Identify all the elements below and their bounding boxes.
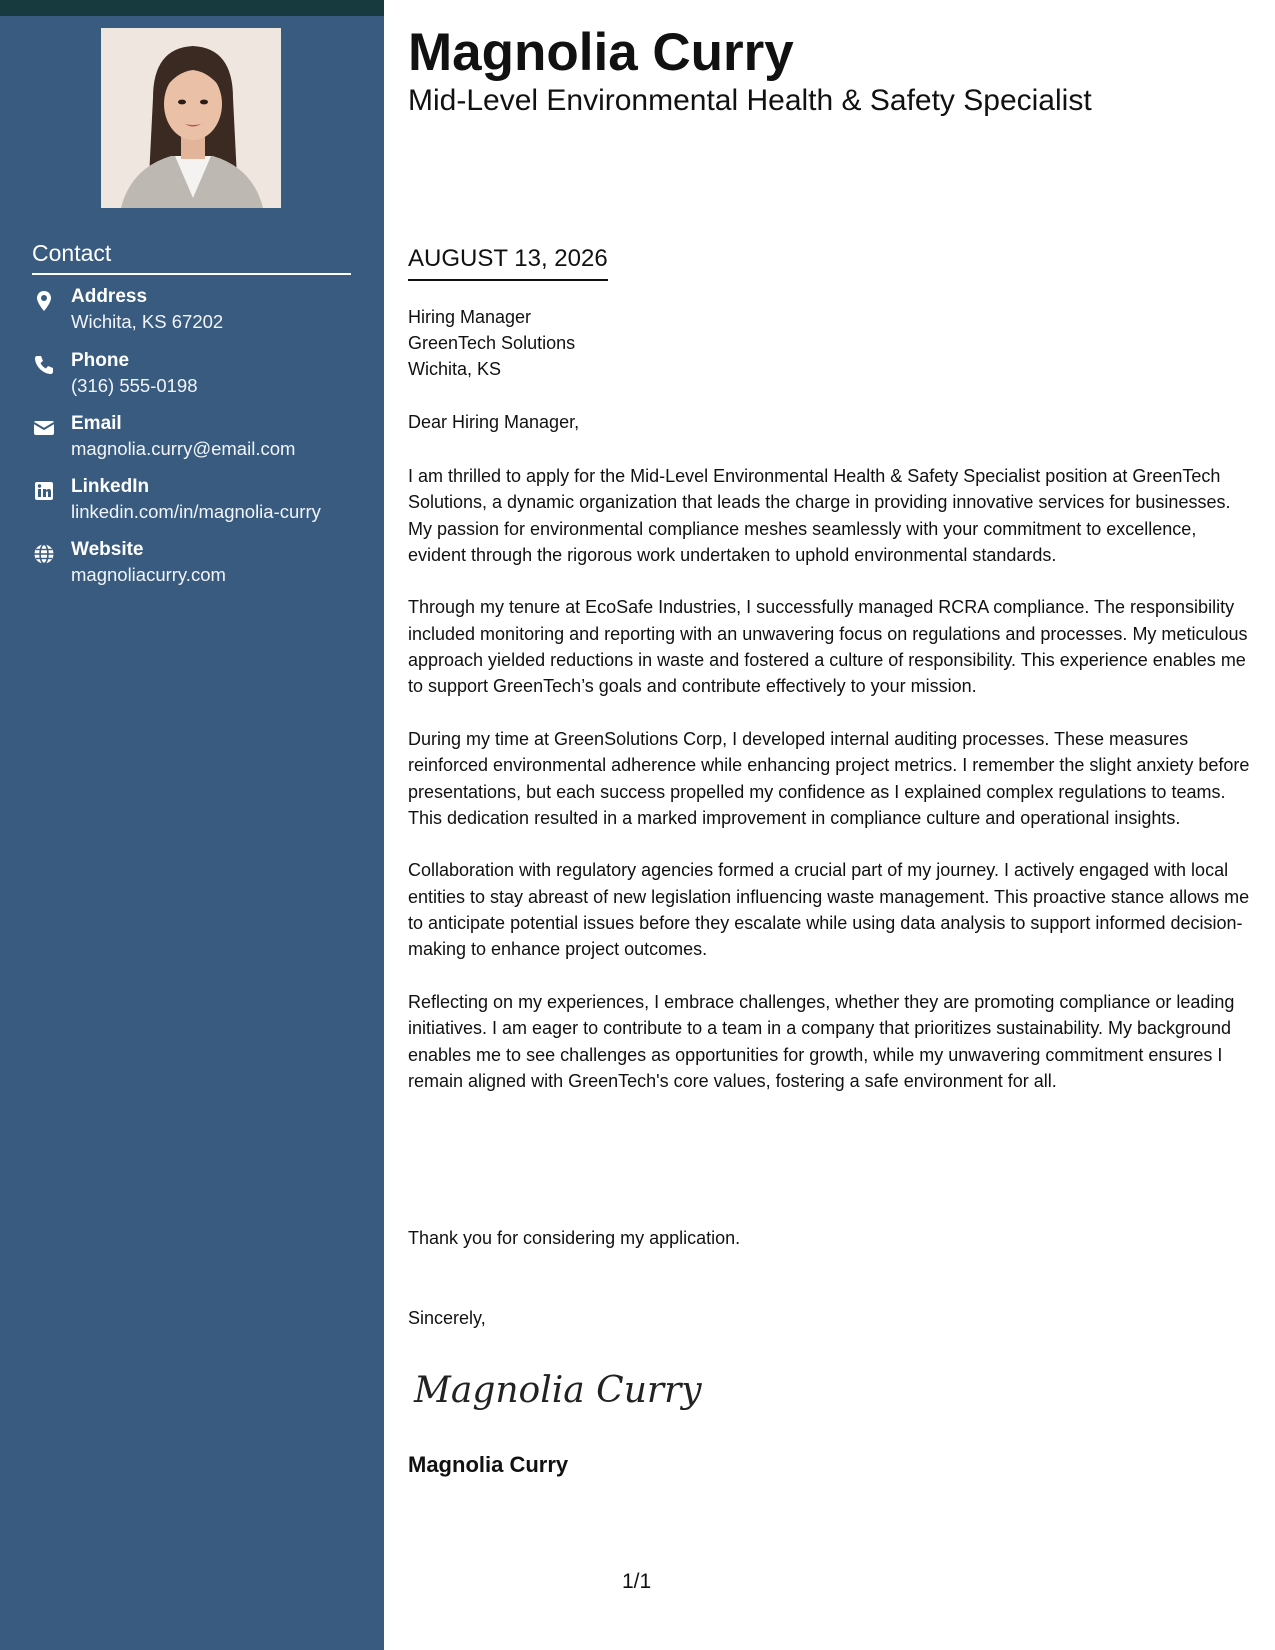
contact-label: LinkedIn [71, 476, 150, 497]
handwritten-signature [410, 1360, 702, 1420]
contact-label: Email [71, 413, 122, 434]
email-value[interactable]: magnolia.curry@email.com [71, 438, 296, 459]
body-paragraph: I am thrilled to apply for the Mid-Level Environmental Health & Safety Specialist position at GreenTech Solutions, a dynamic organization that leads the charge in providing innovative services for businesses. My passion for environmental compliance meshes seamlessly with your commitment to excellence, evident through the rigorous work undertaken to uphold environmental standards. [408, 466, 1231, 565]
address-value: Wichita, KS 67202 [71, 311, 224, 332]
contact-heading: Contact [32, 240, 351, 275]
sidebar-top-bar [0, 0, 384, 16]
body-paragraph: Through my tenure at EcoSafe Industries, I successfully managed RCRA compliance. The responsibility included monitoring and reporting with an unwavering focus on regulations and processes. My meticulous approach yielded reductions in waste and fostered a culture of responsibility. This experience enables me to support GreenTech’s goals and contribute effectively to your mission. [408, 597, 1248, 697]
thanks-line: Thank you for considering my application. [408, 1228, 741, 1248]
website-value[interactable]: magnoliacurry.com [71, 564, 226, 585]
profile-photo [101, 28, 281, 208]
avatar [101, 28, 281, 208]
body-paragraph: Collaboration with regulatory agencies formed a crucial part of my journey. I actively engaged with local entities to stay abreast of new legislation influencing waste management. This proactive stance allows me to anticipate potential issues before they escalate while using data analysis to support informed decision-making to enhance project outcomes. [408, 860, 1250, 960]
contact-label: Phone [71, 350, 130, 371]
salutation: Dear Hiring Manager, [408, 412, 580, 432]
sidebar [0, 0, 384, 1650]
job-title: Mid-Level Environmental Health & Safety Specialist [408, 84, 1092, 117]
contact-label: Website [71, 539, 144, 560]
recipient-line: Hiring Manager [408, 307, 532, 327]
recipient-line: GreenTech Solutions [408, 333, 576, 353]
recipient-line: Wichita, KS [408, 359, 502, 379]
letter-date: AUGUST 13, 2026 [408, 245, 608, 281]
signature-script: Magnolia Curry [414, 1370, 702, 1411]
linkedin-icon [32, 479, 56, 503]
recipient-block [408, 304, 575, 382]
phone-value: (316) 555-0198 [71, 375, 198, 396]
body-paragraph: Reflecting on my experiences, I embrace challenges, whether they are promoting compliance or leading initiatives. I am eager to contribute to a team in a company that prioritizes sustainability. My background enables me to see challenges as opportunities for growth, while my unwavering commitment ensures I remain aligned with GreenTech's core values, fostering a safe environment for all. [408, 991, 1235, 1091]
letter-body [408, 463, 1250, 1120]
globe-icon [32, 542, 56, 566]
signer-name: Magnolia Curry [408, 1452, 569, 1477]
body-paragraph: During my time at GreenSolutions Corp, I developed internal auditing processes. These measures reinforced environmental adherence while enhancing project metrics. I remember the slight anxiety before presentations, but each success propelled my confidence as I explained complex regulations to teams. This dedication resulted in a marked improvement in compliance culture and operational insights. [408, 728, 1250, 828]
applicant-name: Magnolia Curry [408, 23, 794, 82]
envelope-icon [32, 416, 56, 440]
contact-label: Address [71, 286, 148, 307]
page-number: 1/1 [622, 1570, 652, 1593]
map-pin-icon [32, 289, 56, 313]
linkedin-value[interactable]: linkedin.com/in/magnolia-curry [71, 501, 321, 522]
closing: Sincerely, [408, 1308, 486, 1328]
phone-icon [32, 353, 56, 377]
